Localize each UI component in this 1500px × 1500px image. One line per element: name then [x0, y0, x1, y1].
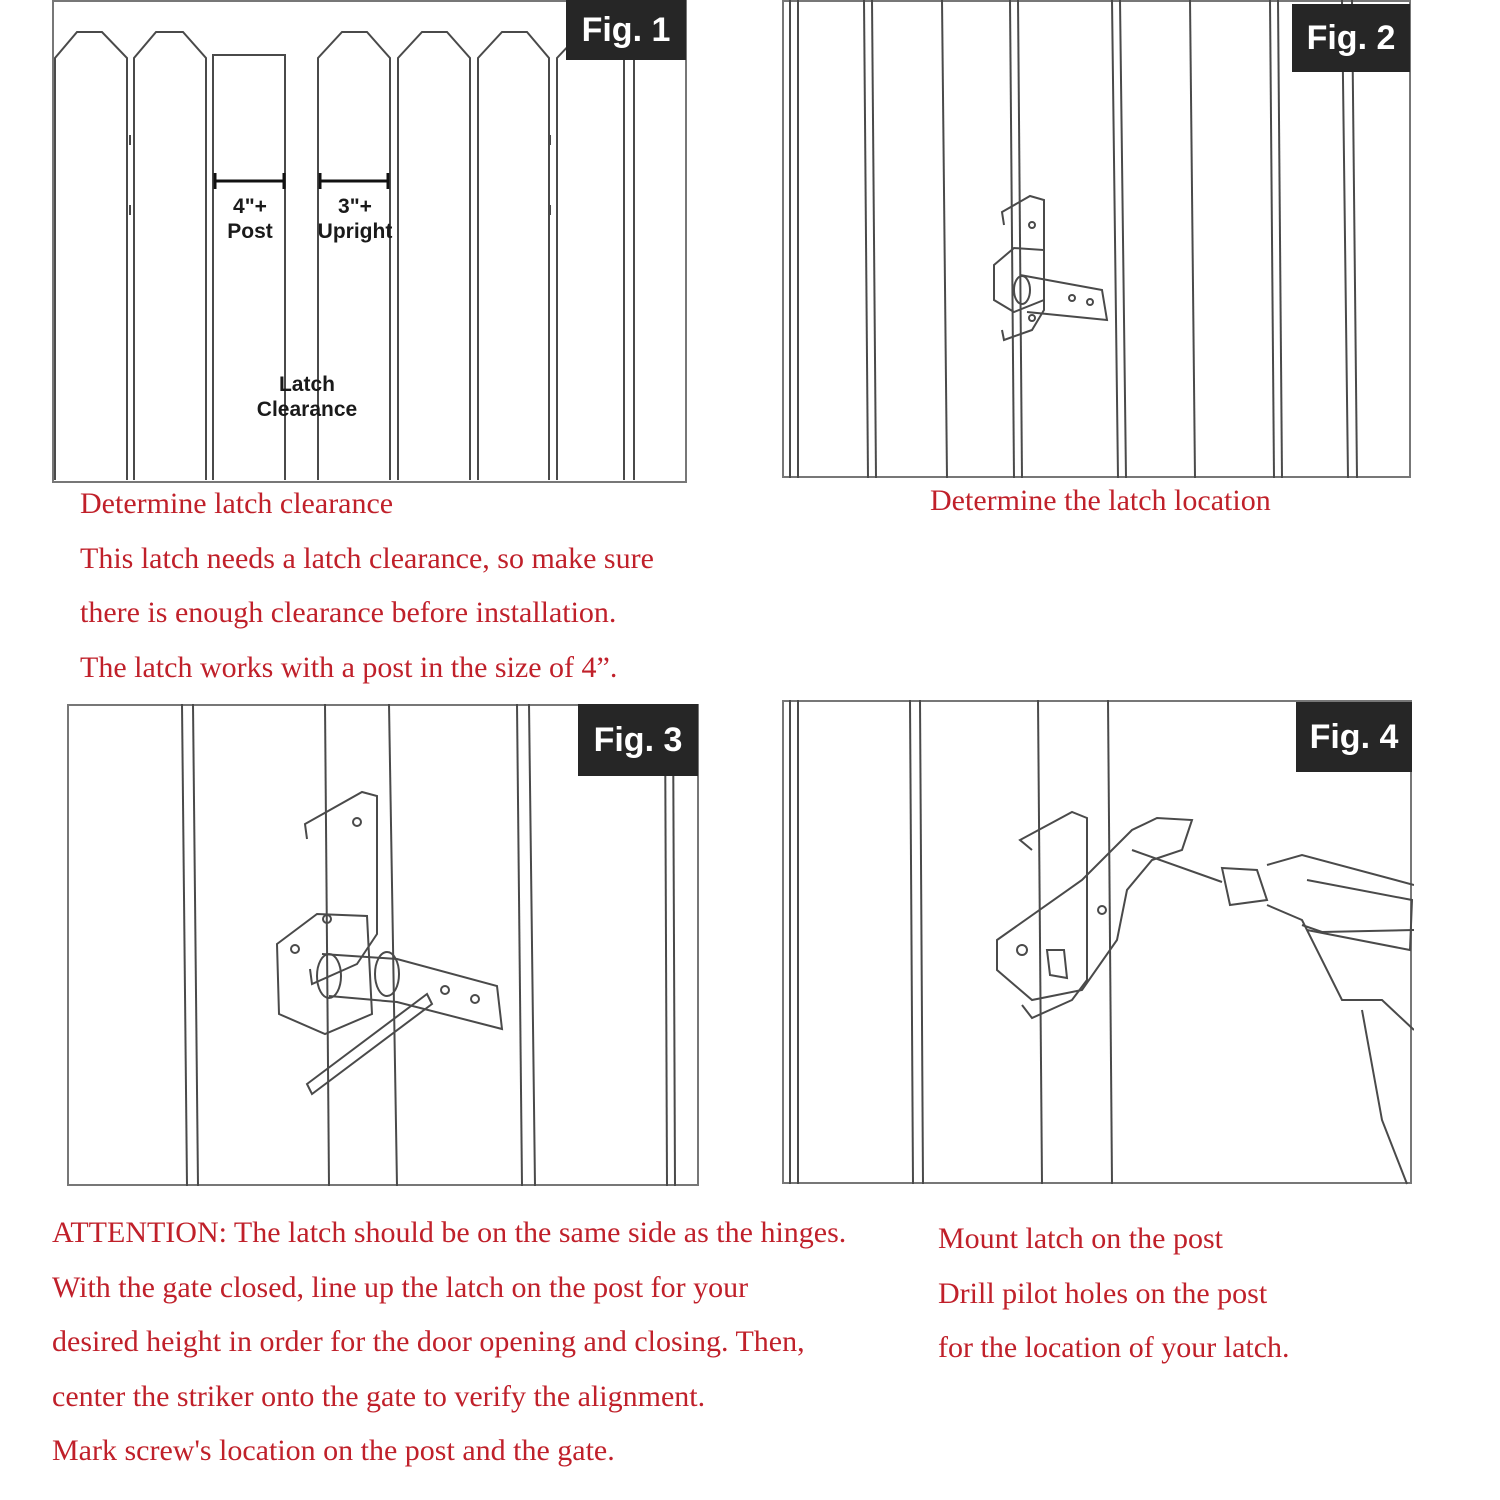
fig2-latch-drawing [782, 0, 1412, 480]
fig2-panel [782, 0, 1412, 480]
fig4-panel [782, 700, 1414, 1186]
fig2-caption [930, 474, 1271, 529]
fig3-caption-line: center the striker onto the gate to verify the alignment. [52, 1379, 706, 1413]
fig3-caption [52, 1206, 846, 1479]
fig1-caption-line: This latch needs a latch clearance, so make sure [80, 541, 654, 575]
fig1-panel [52, 0, 688, 484]
fig1-tag: Fig. 1 [566, 0, 686, 60]
upright-dim-value: 3"+ [338, 195, 372, 218]
fig3-caption-line: ATTENTION: The latch should be on the same side as the hinges. [52, 1216, 847, 1249]
post-dim-value: 4"+ [233, 195, 267, 218]
fig2-tag: Fig. 2 [1292, 4, 1410, 72]
fig1-caption-line: there is enough clearance before installation. [80, 596, 617, 629]
fig3-caption-line: Mark screw's location on the post and the gate. [52, 1434, 615, 1467]
fig3-panel [67, 704, 701, 1188]
fig4-tag: Fig. 4 [1296, 702, 1412, 772]
fig1-latch-clearance [242, 372, 372, 422]
fig1-caption-line: Determine latch clearance [80, 487, 394, 520]
fig4-caption-line: Drill pilot holes on the post [938, 1276, 1268, 1310]
fig4-caption-line: for the location of your latch. [938, 1331, 1290, 1364]
fig3-caption-line: With the gate closed, line up the latch on the post for your [52, 1270, 749, 1304]
fig1-caption [80, 477, 654, 695]
fig3-latch-drawing [67, 704, 701, 1188]
latch-label: Latch [278, 373, 335, 396]
fig4-caption-line: Mount latch on the post [938, 1222, 1223, 1255]
fig2-caption-line: Determine the latch location [930, 484, 1271, 517]
clearance-label: Clearance [256, 398, 358, 421]
post-dim-label: Post [227, 220, 273, 243]
fig1-upright-dim [310, 194, 400, 244]
fig1-post-dim [210, 194, 290, 244]
fig3-tag: Fig. 3 [578, 704, 698, 776]
fig4-caption [938, 1212, 1290, 1376]
upright-dim-label: Upright [317, 220, 393, 243]
fig4-drill-drawing [782, 700, 1414, 1186]
fig1-caption-line: The latch works with a post in the size of 4”. [80, 650, 618, 684]
fig3-caption-line: desired height in order for the door opening and closing. Then, [52, 1325, 805, 1358]
